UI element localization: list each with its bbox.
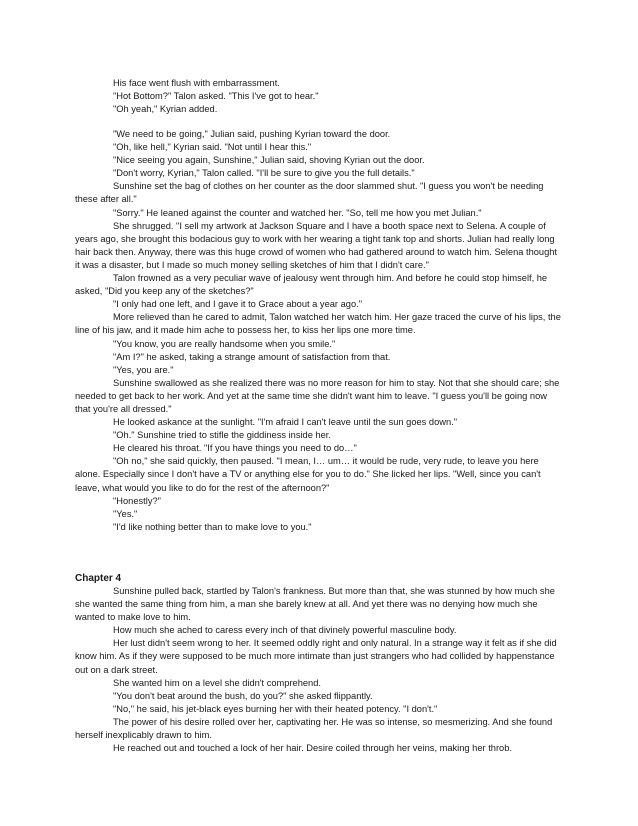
paragraph: She wanted him on a level she didn't comprehend. <box>113 677 321 688</box>
paragraph: "Sorry." He leaned against the counter and watched her. "So, tell me how you met Julian." <box>113 207 482 218</box>
paragraph: "Am I?" he asked, taking a strange amount of satisfaction from that. <box>113 351 391 362</box>
paragraph: "We need to be going," Julian said, pushing Kyrian toward the door. <box>113 129 391 139</box>
paragraph: "Oh, like hell," Kyrian said. "Not until I hear this." <box>113 142 312 153</box>
paragraph: "Honestly?" <box>113 495 161 506</box>
paragraph: Sunshine swallowed as she realized there was no more reason for him to stay. Not that she should care; she needed to get back to her work. And yet at the same time she didn't want him to leave. "I guess you'll be going now that you're all dressed." <box>75 377 560 414</box>
paragraph: "I'd like nothing better than to make love to you." <box>113 521 312 532</box>
paragraph: "Oh no," she said quickly, then paused. "I mean, I… um… it would be rude, very rude, to leave you here alone. Especially since I don't have a TV or anything else for you to do." She licked her lips. "Well, since you can't leave, what would you like to do for the rest of the afternoon?" <box>75 456 541 493</box>
paragraph: "Nice seeing you again, Sunshine," Julian said, shoving Kyrian out the door. <box>113 155 425 166</box>
paragraph: More relieved than he cared to admit, Talon watched her watch him. Her gaze traced the curve of his lips, the line of his jaw, and it made him ache to possess her, to kiss her lips one more time. <box>75 312 561 336</box>
paragraph: "No," he said, his jet-black eyes burning her with their heated potency. "I don't." <box>113 703 438 714</box>
chapter-heading: Chapter 4 <box>75 573 122 584</box>
paragraph: He looked askance at the sunlight. "I'm afraid I can't leave until the sun goes down." <box>113 417 458 428</box>
paragraph: How much she ached to caress every inch of that divinely powerful masculine body. <box>113 625 457 636</box>
chapter-paragraphs <box>75 585 563 755</box>
paragraph: "Oh yeah," Kyrian added. <box>113 104 218 115</box>
paragraph: "I only had one left, and I gave it to Grace about a year ago." <box>113 299 362 310</box>
paragraph: "Oh." Sunshine tried to stifle the giddiness inside her. <box>113 430 331 441</box>
paragraph: Sunshine pulled back, startled by Talon's frankness. But more than that, she was stunned by how much she she wanted the same thing from him, a man she barely knew at all. And yet there was no denying how much she wanted to make love to him. <box>75 586 555 623</box>
paragraph: "Yes." <box>113 508 138 519</box>
paragraph: Sunshine set the bag of clothes on her counter as the door slammed shut. "I guess you won't be needing these after all." <box>75 181 544 205</box>
paragraph: "Yes, you are." <box>113 364 174 375</box>
scene-paragraphs <box>75 128 563 534</box>
paragraph: "Don't worry, Kyrian," Talon called. "I'll be sure to give you the full details." <box>113 168 415 179</box>
paragraph: "You don't beat around the bush, do you?" she asked flippantly. <box>113 690 373 701</box>
paragraph: His face went flush with embarrassment. <box>113 78 280 88</box>
paragraph: The power of his desire rolled over her, captivating her. He was so intense, so mesmerizing. And she found herself inexplicably drawn to him. <box>75 716 553 741</box>
paragraph: He reached out and touched a lock of her hair. Desire coiled through her veins, making her throb. <box>113 743 512 754</box>
paragraph: She shrugged. "I sell my artwork at Jackson Square and I have a booth space next to Selena. A couple of years ago, she brought this bodacious guy to work with her wearing a tight tank top and shorts. Julian had really long hair back then. Anyway, there was this huge crowd of women who had gathered around to watch him. Selena thought it was a disaster, but I made so much money selling sketches of him that I didn't care." <box>75 220 558 270</box>
opening-paragraphs <box>75 77 563 116</box>
paragraph: Her lust didn't seem wrong to her. It seemed oddly right and only natural. In a strange way it felt as if she did know him. As if they were supposed to be much more intimate than just strangers who had collided by happenstance out on a dark street. <box>75 638 557 675</box>
paragraph: Talon frowned as a very peculiar wave of jealousy went through him. And before he could stop himself, he asked, "Did you keep any of the sketches?" <box>75 273 548 297</box>
paragraph: He cleared his throat. "If you have things you need to do…" <box>113 443 357 454</box>
paragraph: "You know, you are really handsome when you smile." <box>113 338 336 349</box>
paragraph: "Hot Bottom?" Talon asked. "This I've got to hear." <box>113 91 319 102</box>
